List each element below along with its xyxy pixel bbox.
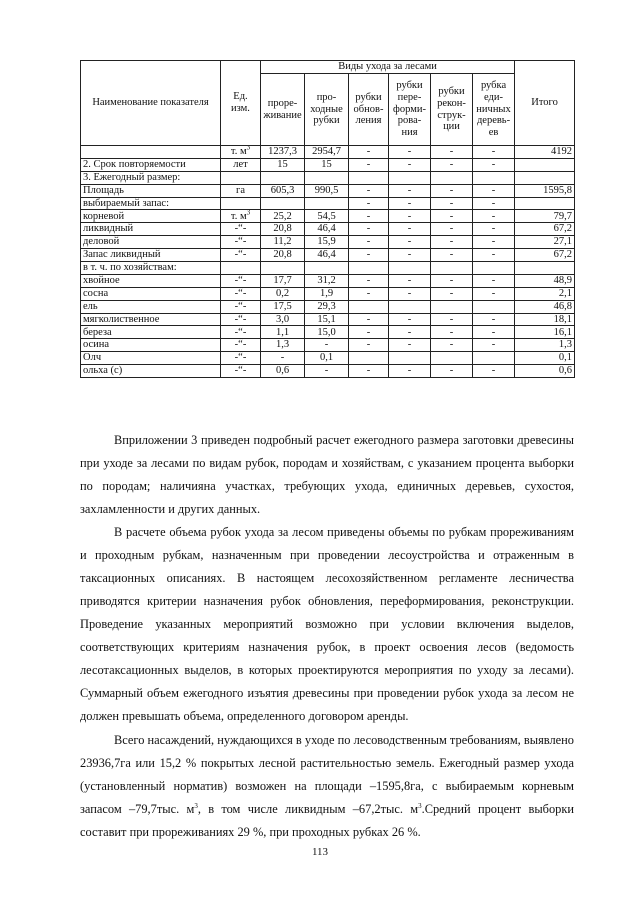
row-value-cell: - bbox=[349, 249, 389, 262]
row-value-cell: 17,5 bbox=[261, 300, 305, 313]
row-value-cell: 29,3 bbox=[305, 300, 349, 313]
header-indicator-name: Наименование показателя bbox=[81, 61, 221, 146]
row-total: 27,1 bbox=[515, 236, 575, 249]
row-unit-text: га bbox=[236, 184, 245, 196]
row-unit-text: -“- bbox=[234, 274, 247, 286]
table-row bbox=[81, 249, 575, 262]
row-value-cell bbox=[431, 171, 473, 184]
table-row bbox=[81, 223, 575, 236]
paragraph-appendix bbox=[80, 429, 574, 521]
row-value-cell bbox=[261, 197, 305, 210]
row-value-cell: 1237,3 bbox=[261, 146, 305, 159]
row-unit-text: т. м bbox=[230, 146, 247, 158]
row-label: хвойное bbox=[81, 274, 221, 287]
row-value-cell: - bbox=[431, 223, 473, 236]
row-total: 18,1 bbox=[515, 313, 575, 326]
row-value-cell: - bbox=[431, 249, 473, 262]
table-row bbox=[81, 365, 575, 378]
row-value-cell bbox=[261, 262, 305, 275]
row-value-cell: - bbox=[473, 287, 515, 300]
row-total: 16,1 bbox=[515, 326, 575, 339]
row-value-cell: - bbox=[389, 249, 431, 262]
row-value-cell bbox=[389, 262, 431, 275]
table-row bbox=[81, 210, 575, 223]
row-label: Олч bbox=[81, 352, 221, 365]
header-type-single-tree-cutting: рубка еди-ничных деревь-ев bbox=[473, 74, 515, 146]
row-unit-superscript: 3 bbox=[246, 209, 251, 216]
row-value-cell bbox=[349, 262, 389, 275]
row-value-cell: - bbox=[431, 146, 473, 159]
row-value-cell: - bbox=[389, 210, 431, 223]
row-value-cell: - bbox=[349, 184, 389, 197]
row-value-cell: 15 bbox=[261, 158, 305, 171]
row-value-cell: - bbox=[389, 274, 431, 287]
row-value-cell: - bbox=[389, 236, 431, 249]
table-row bbox=[81, 326, 575, 339]
row-value-cell: - bbox=[473, 339, 515, 352]
row-unit bbox=[221, 365, 261, 378]
header-total: Итого bbox=[515, 61, 575, 146]
row-value-cell: 990,5 bbox=[305, 184, 349, 197]
row-value-cell: 15,9 bbox=[305, 236, 349, 249]
row-value-cell: 1,3 bbox=[261, 339, 305, 352]
row-total: 67,2 bbox=[515, 249, 575, 262]
row-value-cell: - bbox=[349, 236, 389, 249]
row-value-cell: - bbox=[473, 365, 515, 378]
table-row bbox=[81, 236, 575, 249]
row-value-cell: - bbox=[431, 197, 473, 210]
row-value-cell: - bbox=[473, 236, 515, 249]
row-value-cell: 46,4 bbox=[305, 249, 349, 262]
row-value-cell: - bbox=[431, 184, 473, 197]
row-value-cell bbox=[473, 171, 515, 184]
row-unit-text: -“- bbox=[234, 236, 247, 248]
row-unit-text: -“- bbox=[234, 287, 247, 299]
row-value-cell: - bbox=[473, 146, 515, 159]
row-value-cell: - bbox=[389, 184, 431, 197]
row-unit-text: -“- bbox=[234, 326, 247, 338]
row-total: 0,6 bbox=[515, 365, 575, 378]
row-value-cell: - bbox=[389, 197, 431, 210]
row-value-cell bbox=[305, 262, 349, 275]
row-value-cell bbox=[389, 352, 431, 365]
row-value-cell: - bbox=[431, 287, 473, 300]
row-value-cell bbox=[305, 171, 349, 184]
row-value-cell: - bbox=[473, 184, 515, 197]
row-unit bbox=[221, 184, 261, 197]
thinning-volume-table bbox=[80, 60, 575, 378]
row-value-cell bbox=[431, 300, 473, 313]
row-value-cell: 2954,7 bbox=[305, 146, 349, 159]
header-type-passage-cutting: про-ходные рубки bbox=[305, 74, 349, 146]
row-unit bbox=[221, 262, 261, 275]
row-value-cell: - bbox=[473, 249, 515, 262]
row-total: 2,1 bbox=[515, 287, 575, 300]
row-value-cell: 46,4 bbox=[305, 223, 349, 236]
row-total: 79,7 bbox=[515, 210, 575, 223]
row-unit-superscript: 3 bbox=[246, 145, 251, 152]
row-unit bbox=[221, 158, 261, 171]
superscript-b: 3 bbox=[418, 801, 422, 810]
table-row bbox=[81, 274, 575, 287]
row-value-cell: - bbox=[349, 274, 389, 287]
row-total: 1,3 bbox=[515, 339, 575, 352]
row-unit-text: -“- bbox=[234, 313, 247, 325]
row-value-cell: 20,8 bbox=[261, 249, 305, 262]
row-value-cell bbox=[349, 171, 389, 184]
row-value-cell: - bbox=[473, 158, 515, 171]
row-label: сосна bbox=[81, 287, 221, 300]
row-value-cell: - bbox=[389, 146, 431, 159]
row-total bbox=[515, 158, 575, 171]
row-value-cell: - bbox=[389, 365, 431, 378]
row-value-cell: 20,8 bbox=[261, 223, 305, 236]
paragraph-summary-text-a: Всего насаждений, нуждающихся в уходе по лесоводственным требованиям, выявлено 23936,7га или 15,2 % покрытых лесной растительностью земель. Ежегодный размер ухода (установленный норматив) возможен на площади –1595,8га, с выбираемым корневым запасом –79,7тыс. м bbox=[80, 733, 574, 816]
row-unit-text: т. м bbox=[230, 210, 247, 222]
row-value-cell bbox=[473, 300, 515, 313]
row-value-cell: - bbox=[473, 223, 515, 236]
table-row bbox=[81, 184, 575, 197]
row-value-cell: - bbox=[349, 326, 389, 339]
row-value-cell: - bbox=[349, 313, 389, 326]
row-label: мягколиственное bbox=[81, 313, 221, 326]
row-value-cell: - bbox=[349, 339, 389, 352]
row-value-cell bbox=[431, 352, 473, 365]
row-value-cell: - bbox=[389, 313, 431, 326]
row-value-cell: - bbox=[349, 210, 389, 223]
row-value-cell: - bbox=[389, 339, 431, 352]
row-value-cell: 0,2 bbox=[261, 287, 305, 300]
table-row bbox=[81, 158, 575, 171]
row-total: 48,9 bbox=[515, 274, 575, 287]
row-value-cell: - bbox=[389, 158, 431, 171]
row-value-cell: - bbox=[431, 236, 473, 249]
row-label: 2. Срок повторяемости bbox=[81, 158, 221, 171]
table-row bbox=[81, 339, 575, 352]
row-unit bbox=[221, 146, 261, 159]
row-unit bbox=[221, 313, 261, 326]
row-value-cell: 17,7 bbox=[261, 274, 305, 287]
row-value-cell: 15,0 bbox=[305, 326, 349, 339]
header-care-types-group: Виды ухода за лесами bbox=[261, 61, 515, 74]
row-value-cell: 11,2 bbox=[261, 236, 305, 249]
row-label: в т. ч. по хозяйствам: bbox=[81, 262, 221, 275]
row-value-cell: - bbox=[473, 326, 515, 339]
row-label: 3. Ежегодный размер: bbox=[81, 171, 221, 184]
row-value-cell: - bbox=[305, 365, 349, 378]
row-unit bbox=[221, 274, 261, 287]
row-value-cell: - bbox=[431, 339, 473, 352]
row-value-cell: 54,5 bbox=[305, 210, 349, 223]
row-value-cell: - bbox=[431, 210, 473, 223]
row-total bbox=[515, 197, 575, 210]
row-unit bbox=[221, 249, 261, 262]
row-unit bbox=[221, 300, 261, 313]
row-unit-text: -“- bbox=[234, 339, 247, 351]
row-value-cell: - bbox=[431, 274, 473, 287]
table-row bbox=[81, 313, 575, 326]
row-value-cell: - bbox=[431, 313, 473, 326]
table-row bbox=[81, 197, 575, 210]
row-value-cell bbox=[431, 262, 473, 275]
row-value-cell bbox=[389, 300, 431, 313]
row-unit-text: -“- bbox=[234, 300, 247, 312]
row-label: корневой bbox=[81, 210, 221, 223]
row-value-cell: - bbox=[389, 287, 431, 300]
row-unit bbox=[221, 210, 261, 223]
row-unit bbox=[221, 326, 261, 339]
row-unit bbox=[221, 223, 261, 236]
paragraph-summary-text-b: , в том числе ликвидным –67,2тыс. м bbox=[197, 802, 419, 816]
table-row bbox=[81, 352, 575, 365]
row-value-cell: - bbox=[261, 352, 305, 365]
paragraph-summary-text-c: .Средний процент выборки составит при прореживаниях 29 %, при проходных рубках 26 %. bbox=[80, 802, 574, 839]
row-unit-text: -“- bbox=[234, 352, 247, 364]
row-value-cell: 31,2 bbox=[305, 274, 349, 287]
row-unit bbox=[221, 197, 261, 210]
row-value-cell: 25,2 bbox=[261, 210, 305, 223]
row-value-cell bbox=[349, 300, 389, 313]
row-value-cell: 605,3 bbox=[261, 184, 305, 197]
table-row bbox=[81, 287, 575, 300]
page-number: 113 bbox=[311, 846, 329, 858]
row-unit-text: лет bbox=[233, 158, 248, 170]
header-type-thinning: проре-живание bbox=[261, 74, 305, 146]
row-value-cell: - bbox=[349, 146, 389, 159]
row-value-cell: 0,6 bbox=[261, 365, 305, 378]
header-type-renewal-cutting: рубки обнов-ления bbox=[349, 74, 389, 146]
row-value-cell: 1,1 bbox=[261, 326, 305, 339]
row-unit-text: -“- bbox=[234, 223, 247, 235]
row-value-cell bbox=[473, 262, 515, 275]
row-value-cell: 0,1 bbox=[305, 352, 349, 365]
paragraph-calculation bbox=[80, 521, 574, 728]
row-value-cell bbox=[473, 352, 515, 365]
table-body bbox=[81, 146, 575, 378]
row-total: 0,1 bbox=[515, 352, 575, 365]
table-row bbox=[81, 300, 575, 313]
row-value-cell bbox=[305, 197, 349, 210]
table-row bbox=[81, 171, 575, 184]
row-value-cell: - bbox=[431, 365, 473, 378]
table-row bbox=[81, 262, 575, 275]
row-value-cell: - bbox=[389, 223, 431, 236]
row-total bbox=[515, 262, 575, 275]
row-unit bbox=[221, 171, 261, 184]
row-label: ель bbox=[81, 300, 221, 313]
row-total: 67,2 bbox=[515, 223, 575, 236]
row-label: осина bbox=[81, 339, 221, 352]
superscript-a: 3 bbox=[194, 801, 198, 810]
row-value-cell: 3,0 bbox=[261, 313, 305, 326]
paragraph-calculation-text: В расчете объема рубок ухода за лесом приведены объемы по рубкам прореживаниям и проходным рубкам, назначенным при проведении лесоустройства и отраженным в таксационных описаниях. В настоящем лесохозяйственном регламенте лесничества приводятся критерии назначения рубок обновления, переформирования, реконструкции. Проведение указанных мероприятий возможно при условии включения выделов, соответствующих критериям назначения рубок, в проект освоения лесов (ведомость лесотаксационных выделов, в которых проектируются мероприятия по уходу за лесами). Суммарный объем ежегодного изъятия древесины при проведении рубок ухода за лесом не должен превышать объема, определенного договором аренды. bbox=[80, 525, 574, 723]
row-value-cell: - bbox=[473, 274, 515, 287]
row-value-cell bbox=[349, 352, 389, 365]
row-value-cell: - bbox=[431, 158, 473, 171]
paragraph-appendix-text: Вприложении 3 приведен подробный расчет ежегодного размера заготовки древесины при уходе за лесами по видам рубок, породам и хозяйствам, с указанием процента выборки по породам; наличияна участках, требующих ухода, единичных деревьев, сухостоя, захламленности и других данных. bbox=[80, 433, 574, 516]
row-value-cell: - bbox=[349, 158, 389, 171]
row-label: выбираемый запас: bbox=[81, 197, 221, 210]
row-value-cell: 15 bbox=[305, 158, 349, 171]
row-label bbox=[81, 146, 221, 159]
row-total bbox=[515, 171, 575, 184]
row-value-cell: - bbox=[431, 326, 473, 339]
row-unit-text: -“- bbox=[234, 365, 247, 377]
row-unit bbox=[221, 339, 261, 352]
row-value-cell: - bbox=[305, 339, 349, 352]
header-type-reconstruction-cutting: рубки рекон-струк-ции bbox=[431, 74, 473, 146]
row-value-cell: - bbox=[473, 210, 515, 223]
row-value-cell: - bbox=[349, 223, 389, 236]
row-value-cell: - bbox=[349, 365, 389, 378]
row-unit bbox=[221, 352, 261, 365]
row-total: 1595,8 bbox=[515, 184, 575, 197]
table-row bbox=[81, 146, 575, 159]
row-label: ольха (с) bbox=[81, 365, 221, 378]
row-label: деловой bbox=[81, 236, 221, 249]
row-unit bbox=[221, 287, 261, 300]
row-total: 4192 bbox=[515, 146, 575, 159]
row-value-cell bbox=[261, 171, 305, 184]
row-label: ликвидный bbox=[81, 223, 221, 236]
paragraph-summary bbox=[80, 729, 574, 844]
row-unit-text: -“- bbox=[234, 249, 247, 261]
row-value-cell bbox=[389, 171, 431, 184]
row-value-cell: 15,1 bbox=[305, 313, 349, 326]
row-label: Запас ликвидный bbox=[81, 249, 221, 262]
row-unit bbox=[221, 236, 261, 249]
header-type-reformation-cutting: рубки пере-форми-рова-ния bbox=[389, 74, 431, 146]
row-value-cell: - bbox=[349, 287, 389, 300]
row-label: Площадь bbox=[81, 184, 221, 197]
row-value-cell: - bbox=[473, 197, 515, 210]
row-value-cell: - bbox=[473, 313, 515, 326]
header-unit: Ед. изм. bbox=[221, 61, 261, 146]
row-label: береза bbox=[81, 326, 221, 339]
row-total: 46,8 bbox=[515, 300, 575, 313]
row-value-cell: - bbox=[389, 326, 431, 339]
row-value-cell: - bbox=[349, 197, 389, 210]
row-value-cell: 1,9 bbox=[305, 287, 349, 300]
